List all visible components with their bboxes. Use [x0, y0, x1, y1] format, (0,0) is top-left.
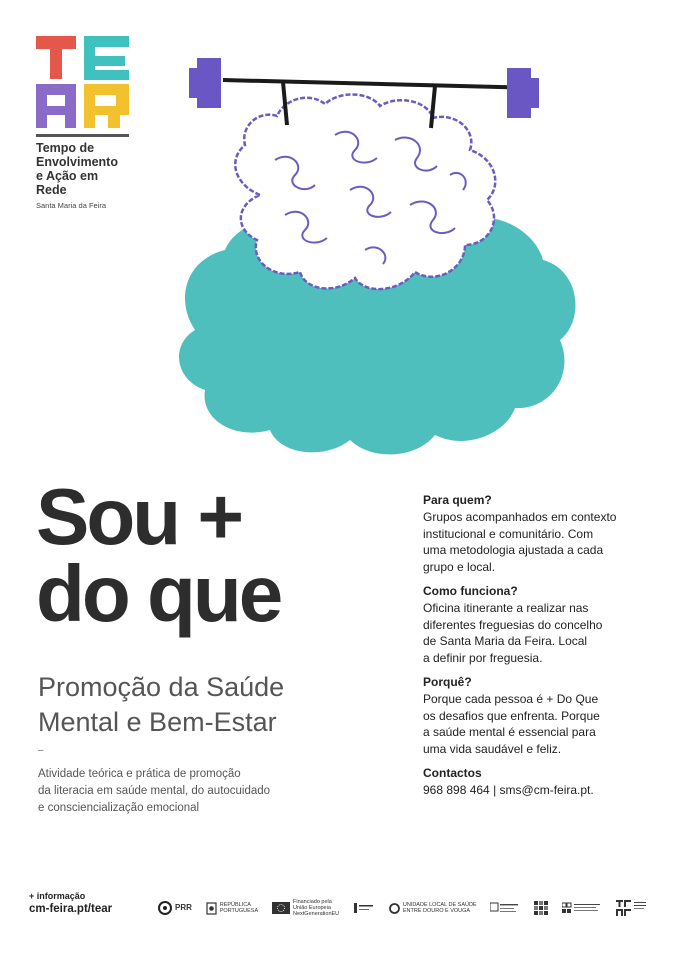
eu-flag-icon — [272, 902, 290, 914]
info-body: Oficina itinerante a realizar nas diferentes freguesias do concelho de Santa Maria da Feira. Local a definir por freguesia. — [423, 601, 603, 665]
weight-right — [507, 68, 531, 118]
footer-more-info — [29, 891, 112, 915]
eu-text: Financiado pela União Europeia NextGenerationEU — [292, 899, 340, 917]
logo-line-1: Tempo de — [36, 141, 95, 155]
description-line-2: da literacia em saúde mental, do autocuidado — [38, 785, 271, 797]
sponsor-municipality — [353, 902, 375, 914]
sponsor-health-unit — [490, 902, 520, 914]
description — [38, 766, 338, 817]
subtitle-line-2: Mental e Bem-Estar — [38, 707, 277, 737]
info-body: Porque cada pessoa é + Do Que os desafios que enfrenta. Porque a saúde mental é essencial para uma vida saudável e feliz. — [423, 692, 600, 756]
association-icon — [562, 902, 602, 914]
prr-icon — [158, 901, 172, 915]
sponsor-republica — [206, 902, 258, 915]
tear-logo-mark — [36, 36, 129, 128]
logo-wordmark — [36, 141, 132, 197]
more-info-link[interactable]: cm-feira.pt/tear — [29, 903, 113, 915]
uls-icon — [389, 903, 400, 914]
info-body: Grupos acompanhados em contexto institucional e comunitário. Com uma metodologia ajustada a cada grupo e local. — [423, 510, 617, 574]
info-column — [423, 493, 653, 808]
description-line-3: e consciencialização emocional — [38, 802, 200, 814]
health-unit-icon — [490, 902, 520, 914]
logo-rule — [36, 134, 129, 137]
sponsor-prr — [158, 901, 192, 915]
main-title — [36, 472, 281, 638]
logo-block-e — [84, 36, 129, 47]
logo-line-2: Envolvimento — [36, 155, 118, 169]
brain-drawing — [235, 94, 495, 289]
municipality-crest-icon — [353, 902, 375, 914]
contact-details[interactable]: 968 898 464 | sms@cm-feira.pt. — [423, 783, 594, 797]
brain-lifting-illustration — [165, 40, 595, 510]
info-block-como-funciona — [423, 584, 653, 666]
republica-text: REPÚBLICA PORTUGUESA — [219, 902, 259, 914]
info-block-para-quem — [423, 493, 653, 575]
sponsor-uls — [389, 902, 477, 914]
info-block-contactos — [423, 766, 653, 799]
more-info-label: + informação — [29, 891, 86, 901]
logo-block-t — [36, 36, 76, 49]
logo-place: Santa Maria da Feira — [36, 201, 107, 210]
logo-block-a — [36, 84, 76, 95]
subtitle — [38, 670, 284, 740]
grid-logo-icon — [534, 901, 548, 915]
main-title-line-1: Sou + — [36, 472, 242, 561]
republica-emblem-icon — [206, 902, 217, 915]
logo-line-3: e Ação em Rede — [36, 169, 99, 197]
sponsor-tear-small — [616, 900, 648, 916]
sponsor-eu — [272, 899, 339, 917]
description-line-1: Atividade teórica e prática de promoção — [38, 768, 241, 780]
tear-small-logo-icon — [616, 900, 648, 916]
sponsor-logos — [158, 896, 648, 920]
uls-text: UNIDADE LOCAL DE SAÚDE ENTRE DOURO E VOUGA — [402, 902, 477, 914]
sponsor-grid-logo — [534, 901, 548, 915]
tear-logo — [36, 36, 132, 210]
info-heading: Contactos — [423, 766, 482, 780]
info-heading: Para quem? — [423, 493, 492, 507]
subtitle-line-1: Promoção da Saúde — [38, 672, 285, 702]
info-heading: Porquê? — [423, 675, 472, 689]
info-heading: Como funciona? — [423, 584, 518, 598]
separator-dash: – — [38, 745, 44, 756]
weight-left — [197, 58, 221, 108]
sponsor-association — [562, 902, 602, 914]
logo-block-r — [84, 84, 129, 95]
sponsor-prr-label: PRR — [175, 903, 192, 912]
info-block-porque — [423, 675, 653, 757]
main-title-line-2: do que — [36, 549, 281, 638]
